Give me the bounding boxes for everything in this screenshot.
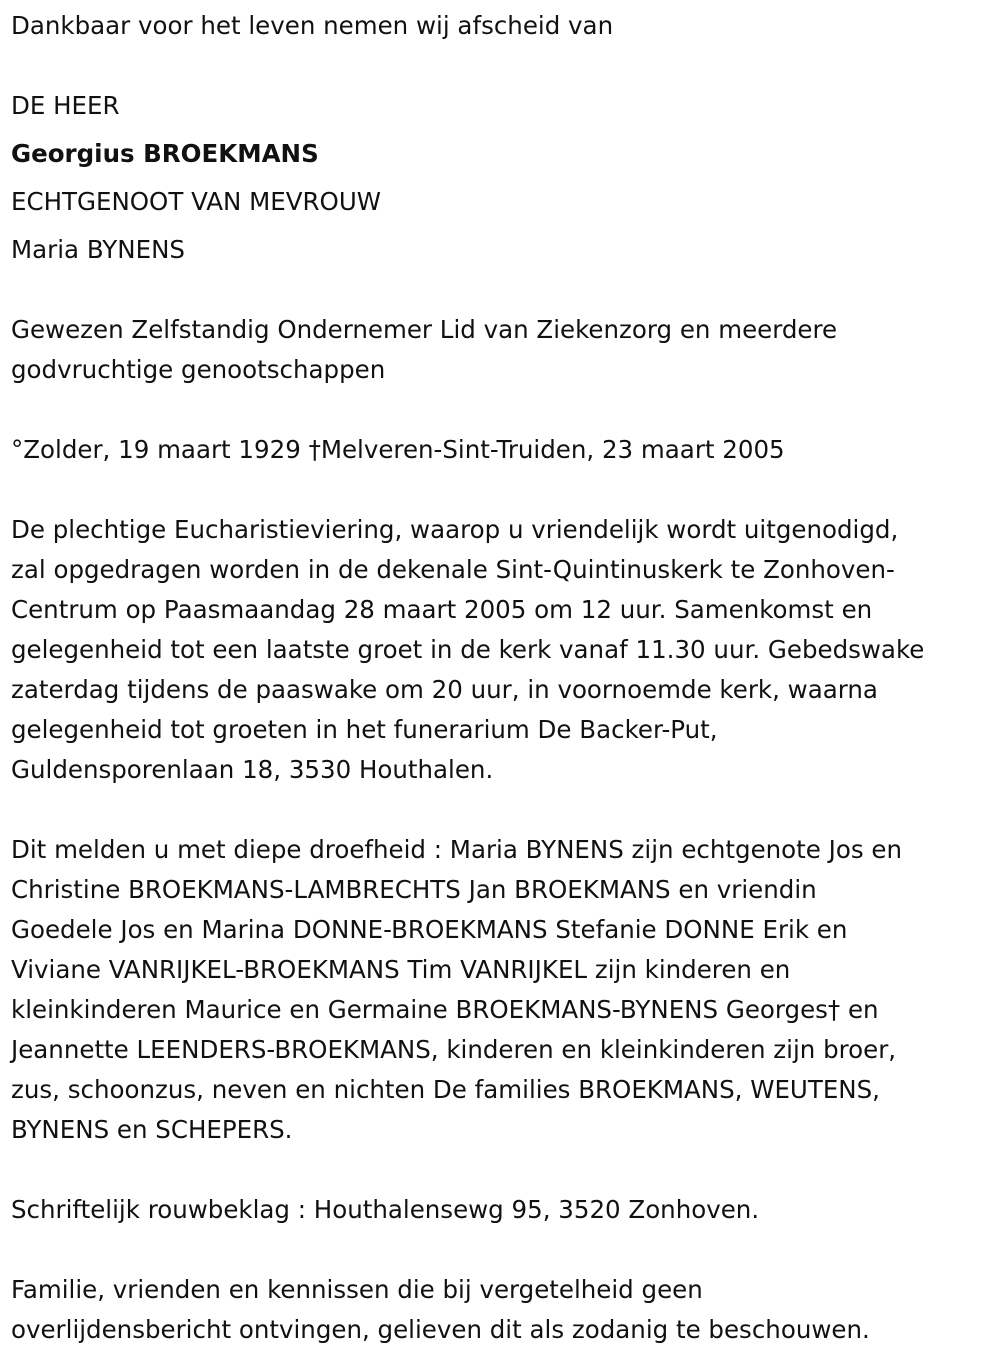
family-line: BYNENS en SCHEPERS. xyxy=(11,1115,293,1144)
ceremony-line: zal opgedragen worden in de dekenale Sint-Quintinuskerk te Zonhoven- xyxy=(11,555,895,584)
ceremony-line: Centrum op Paasmaandag 28 maart 2005 om 12 uur. Samenkomst en xyxy=(11,595,873,624)
closing-line: Familie, vrienden en kennissen die bij vergetelheid geen xyxy=(11,1275,703,1304)
family-line: kleinkinderen Maurice en Germaine BROEKMANS-BYNENS Georges† en xyxy=(11,995,879,1024)
family-line: Viviane VANRIJKEL-BROEKMANS Tim VANRIJKEL zijn kinderen en xyxy=(11,955,791,984)
ceremony-line: De plechtige Eucharistieviering, waarop u vriendelijk wordt uitgenodigd, xyxy=(11,515,899,544)
ceremony-line: zaterdag tijdens de paaswake om 20 uur, in voornoemde kerk, waarna xyxy=(11,675,878,704)
family-line: zus, schoonzus, neven en nichten De families BROEKMANS, WEUTENS, xyxy=(11,1075,880,1104)
salutation: DE HEER xyxy=(11,91,120,120)
family-line: Dit melden u met diepe droefheid : Maria BYNENS zijn echtgenote Jos en xyxy=(11,835,902,864)
family-line: Goedele Jos en Marina DONNE-BROEKMANS Stefanie DONNE Erik en xyxy=(11,915,848,944)
ceremony-line: Guldensporenlaan 18, 3530 Houthalen. xyxy=(11,755,494,784)
closing-line: overlijdensbericht ontvingen, gelieven dit als zodanig te beschouwen. xyxy=(11,1315,870,1344)
ceremony-line: gelegenheid tot een laatste groet in de kerk vanaf 11.30 uur. Gebedswake xyxy=(11,635,925,664)
condolence-address: Schriftelijk rouwbeklag : Houthalensewg 95, 3520 Zonhoven. xyxy=(11,1195,760,1224)
birth-death-dates: °Zolder, 19 maart 1929 †Melveren-Sint-Truiden, 23 maart 2005 xyxy=(11,435,785,464)
intro-text: Dankbaar voor het leven nemen wij afscheid van xyxy=(11,11,614,40)
spouse-name: Maria BYNENS xyxy=(11,235,185,264)
family-line: Christine BROEKMANS-LAMBRECHTS Jan BROEKMANS en vriendin xyxy=(11,875,817,904)
family-line: Jeannette LEENDERS-BROEKMANS, kinderen en kleinkinderen zijn broer, xyxy=(11,1035,897,1064)
occupation-line: godvruchtige genootschappen xyxy=(11,355,386,384)
occupation-line: Gewezen Zelfstandig Ondernemer Lid van Ziekenzorg en meerdere xyxy=(11,315,838,344)
ceremony-line: gelegenheid tot groeten in het funerarium De Backer-Put, xyxy=(11,715,718,744)
spouse-title: ECHTGENOOT VAN MEVROUW xyxy=(11,187,382,216)
deceased-name: Georgius BROEKMANS xyxy=(11,139,319,168)
